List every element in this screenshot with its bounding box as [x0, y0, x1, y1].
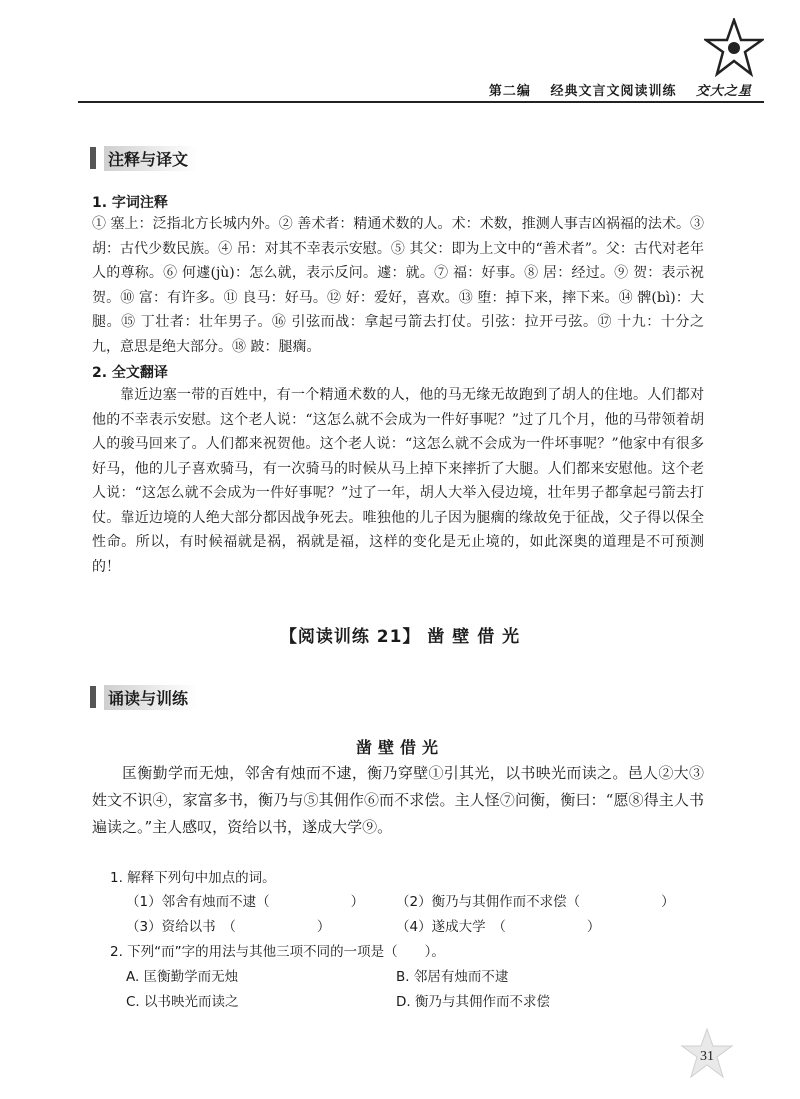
question-2-option-d: D. 衡乃与其佣作而不求偿 — [396, 994, 550, 1010]
passage-title: 凿壁借光 — [355, 738, 444, 757]
question-1-item-2: （2）衡乃与其佣作而不求偿（ ） — [396, 894, 675, 910]
question-1-title: 1. 解释下列句中加点的词。 — [110, 870, 276, 886]
header-divider — [78, 101, 764, 103]
heading-bar — [90, 147, 96, 169]
notes-part2-title: 2. 全文翻译 — [92, 365, 168, 381]
question-2-option-b: B. 邻居有烛而不逮 — [396, 969, 509, 985]
training-title: 【阅读训练 21】 凿 壁 借 光 — [279, 627, 521, 647]
notes-part1-title: 1. 字词注释 — [92, 195, 168, 211]
page-number-star-icon — [680, 1028, 734, 1080]
question-2-option-a: A. 匡衡勤学而无烛 — [126, 969, 239, 985]
question-2-title: 2. 下列“而”字的用法与其他三项不同的一项是（ ）。 — [110, 944, 445, 960]
notes-section-heading — [90, 146, 198, 170]
question-2-option-c: C. 以书映光而读之 — [126, 994, 239, 1010]
header-section: 第二编 — [488, 84, 531, 99]
page-header — [475, 80, 752, 99]
passage-text: 匡衡勤学而无烛，邻舍有烛而不逮，衡乃穿壁①引其光，以书映光而读之。邑人②大③姓文不识④，家富多书，衡乃与⑤其佣作⑥而不求偿。主人怪⑦问衡，衡曰：“愿⑧得主人书遍读之。”主人感叹，资给以书，遂成大学⑨。 — [92, 764, 704, 836]
star-logo-icon — [704, 18, 764, 78]
question-1-item-4: （4）遂成大学 （ ） — [396, 919, 601, 935]
header-brand: 交大之星 — [695, 84, 752, 99]
question-1-item-1: （1）邻舍有烛而不逮（ ） — [126, 894, 365, 910]
notes-heading-label: 注释与译文 — [104, 146, 198, 171]
heading-bar — [90, 686, 96, 708]
reading-heading-label: 诵读与训练 — [104, 685, 198, 710]
notes-part1-text: ① 塞上：泛指北方长城内外。② 善术者：精通术数的人。术：术数，推测人事吉凶祸福的法术。③ 胡：古代少数民族。④ 吊：对其不幸表示安慰。⑤ 其父：即为上文中的“善术者”。父：古代对老年人的尊称。⑥ 何遽(jù)：怎么就，表示反问。遽：就。⑦ 福：好事。⑧ 居：经过。⑨ 贺：表示祝贺。⑩ 富：有许多。⑪ 良马：好马。⑫ 好：爱好，喜欢。⑬ 堕：掉下来，摔下来。⑭ 髀(bì)：大腿。⑮ 丁壮者：壮年男子。⑯ 引弦而战：拿起弓箭去打仗。引弦：拉开弓弦。⑰ 十九：十分之九，意思是绝大部分。⑱ 跛：腿瘸。 — [92, 216, 704, 355]
question-1-item-3: （3）资给以书 （ ） — [126, 919, 331, 935]
reading-section-heading — [90, 685, 198, 709]
page-number: 31 — [700, 1049, 714, 1064]
notes-part2-text: 靠近边塞一带的百姓中，有一个精通术数的人，他的马无缘无故跑到了胡人的住地。人们都对他的不幸表示安慰。这个老人说：“这怎么就不会成为一件好事呢？”过了几个月，他的马带领着胡人的骏马回来了。人们都来祝贺他。这个老人说：“这怎么就不会成为一件坏事呢？”他家中有很多好马，他的儿子喜欢骑马，有一次骑马的时候从马上掉下来摔折了大腿。人们都来安慰他。这个老人说：“这怎么就不会成为一件好事呢？”过了一年，胡人大举入侵边境，壮年男子都拿起弓箭去打仗。靠近边境的人绝大部分都因战争死去。唯独他的儿子因为腿瘸的缘故免于征战，父子得以保全性命。所以，有时候福就是祸，祸就是福，这样的变化是无止境的，如此深奥的道理是不可预测的！ — [92, 387, 704, 575]
header-title: 经典文言文阅读训练 — [550, 84, 677, 99]
